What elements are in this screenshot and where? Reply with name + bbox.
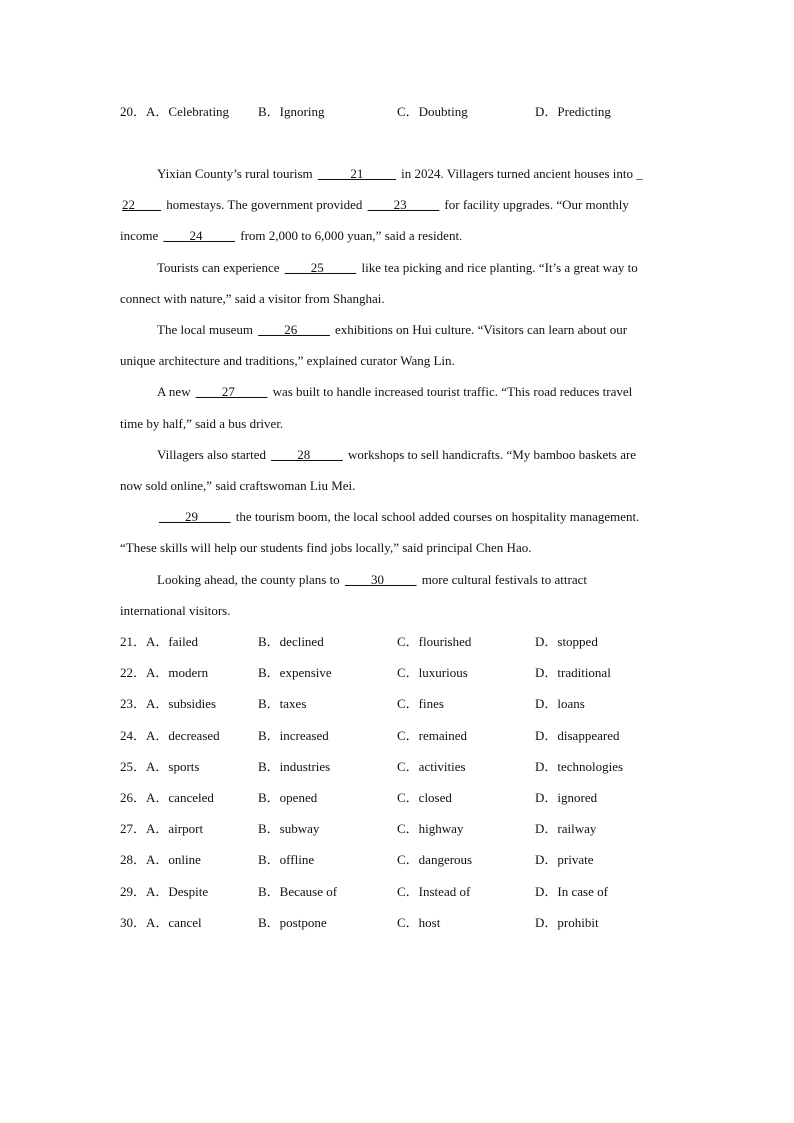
blank-22: 22____ xyxy=(122,197,161,212)
option-b: B．declined xyxy=(258,634,324,649)
passage-line: connect with nature,” said a visitor from Shanghai. xyxy=(120,291,385,306)
passage-line: Yixian County’s rural tourism _____21_____ in 2024. Villagers turned ancient houses into _ xyxy=(157,166,643,181)
passage-line: Villagers also started ____28_____ workshops to sell handicrafts. “My bamboo baskets are xyxy=(157,447,637,462)
option-a: 30．A．cancel xyxy=(120,915,202,930)
option-d: D．loans xyxy=(535,696,585,711)
option-b: B．expensive xyxy=(258,665,332,680)
question-28 xyxy=(120,850,680,870)
option-c: C．remained xyxy=(397,728,468,743)
passage-line: time by half,” said a bus driver. xyxy=(120,416,284,431)
question-24 xyxy=(120,726,680,746)
question-25 xyxy=(120,757,680,777)
option-d: D．In case of xyxy=(535,884,608,899)
option-d: D．railway xyxy=(535,821,597,836)
question-20 xyxy=(120,102,680,122)
blank-30: ____30_____ xyxy=(344,572,417,587)
option-c: C．fines xyxy=(397,696,444,711)
passage-line: international visitors. xyxy=(120,603,231,618)
passage-line: “These skills will help our students find jobs locally,” said principal Chen Hao. xyxy=(120,540,532,555)
question-20-option-c: C．Doubting xyxy=(397,104,468,119)
question-23 xyxy=(120,694,680,714)
option-b: B．offline xyxy=(258,852,315,867)
option-a: 29．A．Despite xyxy=(120,884,209,899)
option-b: B．postpone xyxy=(258,915,327,930)
option-a: 21．A．failed xyxy=(120,634,198,649)
option-d: D．stopped xyxy=(535,634,598,649)
option-a: 28．A．online xyxy=(120,852,201,867)
option-b: B．taxes xyxy=(258,696,307,711)
option-c: C．highway xyxy=(397,821,464,836)
blank-27: ____27_____ xyxy=(195,384,268,399)
blank-29: ____29_____ xyxy=(159,509,231,524)
option-d: D．ignored xyxy=(535,790,598,805)
option-b: B．subway xyxy=(258,821,320,836)
option-c: C．flourished xyxy=(397,634,472,649)
question-20-option-d: D．Predicting xyxy=(535,104,611,119)
blank-21: _____21_____ xyxy=(317,166,396,181)
option-a: 24．A．decreased xyxy=(120,728,220,743)
question-29 xyxy=(120,882,680,902)
option-d: D．traditional xyxy=(535,665,611,680)
option-b: B．increased xyxy=(258,728,329,743)
option-d: D．private xyxy=(535,852,594,867)
passage-line: income ____24_____ from 2,000 to 6,000 yuan,” said a resident. xyxy=(120,228,463,243)
option-c: C．dangerous xyxy=(397,852,473,867)
option-a: 25．A．sports xyxy=(120,759,200,774)
passage-line: ____29_____ the tourism boom, the local school added courses on hospitality management. xyxy=(159,509,640,524)
blank-24: ____24_____ xyxy=(163,228,236,243)
option-d: D．disappeared xyxy=(535,728,620,743)
option-a: 27．A．airport xyxy=(120,821,204,836)
option-b: B．Because of xyxy=(258,884,338,899)
option-c: C．luxurious xyxy=(397,665,468,680)
passage-line: now sold online,” said craftswoman Liu Mei. xyxy=(120,478,356,493)
option-a: 26．A．canceled xyxy=(120,790,214,805)
option-c: C．Instead of xyxy=(397,884,471,899)
blank-28: ____28_____ xyxy=(271,447,343,462)
passage-line: unique architecture and traditions,” explained curator Wang Lin. xyxy=(120,353,455,368)
blank-26: ____26_____ xyxy=(258,322,330,337)
option-b: B．opened xyxy=(258,790,318,805)
question-21 xyxy=(120,632,680,652)
passage-line: Looking ahead, the county plans to ____30_____ more cultural festivals to attract xyxy=(157,572,588,587)
question-26 xyxy=(120,788,680,808)
question-27 xyxy=(120,819,680,839)
question-22 xyxy=(120,663,680,683)
option-b: B．industries xyxy=(258,759,331,774)
option-c: C．closed xyxy=(397,790,452,805)
blank-25: ____25_____ xyxy=(284,260,357,275)
blank-23: ____23_____ xyxy=(367,197,440,212)
option-a: 22．A．modern xyxy=(120,665,209,680)
passage-line: 22____ homestays. The government provided ____23_____ for facility upgrades. “Our monthly xyxy=(122,197,629,212)
passage-line: The local museum ____26_____ exhibitions on Hui culture. “Visitors can learn about our xyxy=(157,322,628,337)
passage-line: A new ____27_____ was built to handle increased tourist traffic. “This road reduces travel xyxy=(157,384,633,399)
option-a: 23．A．subsidies xyxy=(120,696,217,711)
option-c: C．activities xyxy=(397,759,466,774)
option-c: C．host xyxy=(397,915,441,930)
option-d: D．technologies xyxy=(535,759,624,774)
option-d: D．prohibit xyxy=(535,915,599,930)
question-30 xyxy=(120,913,680,933)
passage-line: Tourists can experience ____25_____ like tea picking and rice planting. “It’s a great way to xyxy=(157,260,638,275)
question-20-option-b: B．Ignoring xyxy=(258,104,325,119)
question-20-option-a: 20．A．Celebrating xyxy=(120,104,230,119)
